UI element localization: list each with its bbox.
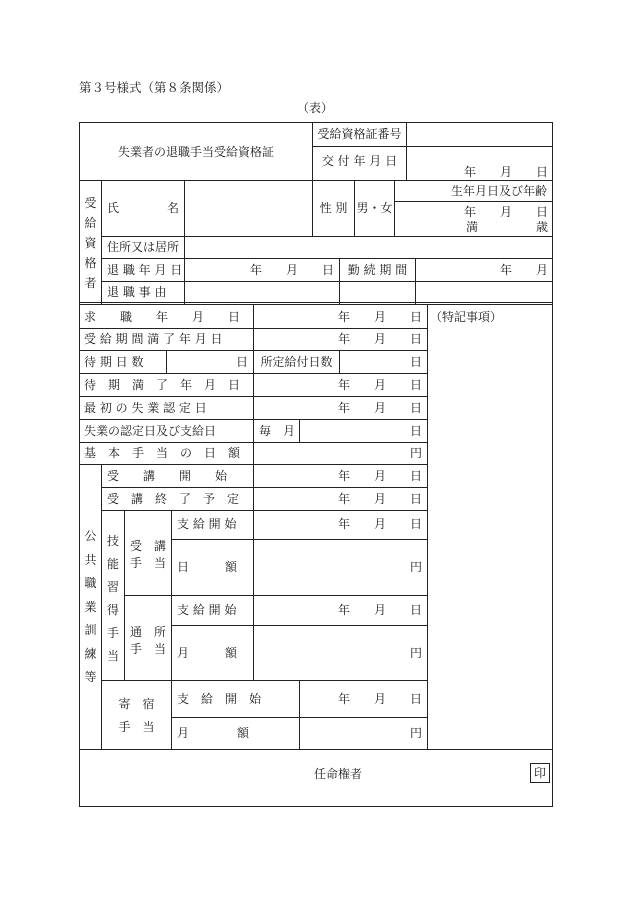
benefit-row-label: 基 本 手 当 の 日 額 [84, 446, 241, 460]
birth-age-label: 生年月日及び年齢 [450, 184, 547, 198]
benefit-row-label: 失業の認定日及び支給日 [84, 424, 217, 438]
training-end-units: 年 月 日 [337, 492, 422, 506]
grid-line [184, 180, 185, 304]
grid-line [79, 180, 553, 181]
issue-date-units: 年 月 日 [463, 165, 548, 179]
attendance-daily-amount-label: 日 額 [177, 560, 238, 574]
benefit-row-units: 日 [409, 424, 422, 438]
frame-bottom-line [79, 806, 553, 807]
grid-line [394, 201, 553, 202]
grid-line [171, 625, 427, 626]
training-start-units: 年 月 日 [337, 469, 422, 483]
training-end-label: 受 講 終 了 予 定 [107, 492, 240, 506]
grid-line [299, 680, 300, 749]
special-notes-label: （特記事項） [430, 310, 503, 324]
attendance-start-units: 年 月 日 [337, 517, 422, 531]
grid-line [339, 350, 340, 373]
section-separator [79, 302, 553, 303]
grid-line [79, 350, 427, 351]
grid-line [79, 419, 427, 420]
frame-top-line [79, 122, 553, 123]
grid-line [101, 180, 102, 304]
retire-date-units: 年 月 日 [249, 263, 334, 277]
issue-date-label: 交 付 年 月 日 [321, 154, 398, 168]
prescribed-days-label: 所定給付日数 [260, 355, 333, 369]
benefit-row-units: 日 [409, 355, 422, 369]
benefit-row-units: 年 月 日 [337, 378, 422, 392]
every-month-label: 毎 月 [259, 424, 296, 438]
age-prefix: 満 [466, 220, 479, 234]
benefit-row-day-unit: 日 [235, 355, 248, 369]
grid-line [427, 304, 428, 749]
grid-line [101, 487, 427, 488]
grid-line [312, 146, 553, 147]
form-title: 第３号様式（第８条関係） [79, 80, 230, 95]
certificate-title: 失業者の退職手当受給資格証 [117, 145, 274, 159]
benefit-row-label: 最 初 の 失 業 認 定 日 [84, 401, 207, 415]
appointer-label: 任命権者 [314, 767, 363, 781]
benefit-row-label: 待 期 日 数 [84, 355, 144, 369]
grid-line [79, 328, 427, 329]
grid-line [79, 373, 427, 374]
birth-date-units: 年 月 日 [463, 205, 548, 219]
grid-line [171, 539, 427, 540]
commute-start-label: 支 給 開 始 [177, 603, 237, 617]
section-separator [79, 304, 553, 305]
face-side-label: （表） [296, 101, 333, 115]
sex-options: 男・女 [356, 201, 393, 215]
qualified-person-section-label: 受 給 資 格 者 [84, 196, 97, 290]
grid-line [79, 442, 427, 443]
sex-label: 性 別 [319, 201, 348, 215]
grid-line [101, 258, 553, 259]
commute-monthly-amount-unit: 円 [409, 646, 422, 660]
service-period-label: 勤 続 期 間 [347, 263, 408, 277]
frame-right-line [552, 122, 553, 807]
benefit-row-label: 求 職 年 月 日 [84, 310, 241, 324]
public-training-section-label: 公 共 職 業 訓 練 等 [84, 529, 97, 684]
benefit-row-units: 年 月 日 [337, 332, 422, 346]
commute-monthly-amount-label: 月 額 [177, 646, 238, 660]
benefit-row-units: 年 月 日 [337, 401, 422, 415]
grid-line [299, 419, 300, 442]
grid-line [124, 595, 427, 596]
commute-start-units: 年 月 日 [337, 603, 422, 617]
grid-line [166, 350, 167, 373]
boarding-monthly-amount-unit: 円 [409, 726, 422, 740]
benefit-row-label: 受 給 期 間 満 了 年 月 日 [84, 332, 223, 346]
address-label: 住所又は居所 [107, 240, 180, 254]
commute-allowance-label: 通 所 手 当 [129, 625, 166, 656]
name-label: 氏 名 [107, 201, 180, 215]
benefit-row-units: 年 月 日 [337, 310, 422, 324]
benefit-row-units: 円 [409, 446, 422, 460]
attendance-start-label: 支 給 開 始 [177, 517, 237, 531]
boarding-start-units: 年 月 日 [337, 692, 422, 706]
grid-line [101, 281, 553, 282]
grid-line [415, 258, 416, 304]
grid-line [101, 510, 427, 511]
attendance-allowance-label: 受 講 手 当 [129, 539, 166, 570]
grid-line [79, 749, 553, 750]
grid-line [171, 510, 172, 749]
grid-line [101, 236, 553, 237]
age-unit: 歳 [536, 220, 549, 234]
boarding-start-label: 支 給 開 始 [177, 692, 262, 706]
service-period-units: 年 月 [499, 263, 548, 277]
boarding-allowance-label: 寄 宿 手 当 [118, 697, 155, 734]
training-start-label: 受 講 開 始 [107, 469, 228, 483]
attendance-daily-amount-unit: 円 [409, 560, 422, 574]
grid-line [253, 464, 254, 680]
retire-reason-label: 退 職 事 由 [107, 285, 167, 299]
retire-date-label: 退 職 年 月 日 [107, 263, 183, 277]
boarding-monthly-amount-label: 月 額 [177, 726, 250, 740]
certificate-number-label: 受給資格証番号 [317, 127, 402, 141]
benefit-row-label: 待 期 満 了 年 月 日 [84, 378, 241, 392]
grid-line [79, 396, 427, 397]
skill-allowance-label: 技 能 習 得 手 当 [106, 534, 119, 663]
grid-line [101, 680, 427, 681]
seal-box: 印 [530, 763, 550, 783]
grid-line [406, 122, 407, 180]
